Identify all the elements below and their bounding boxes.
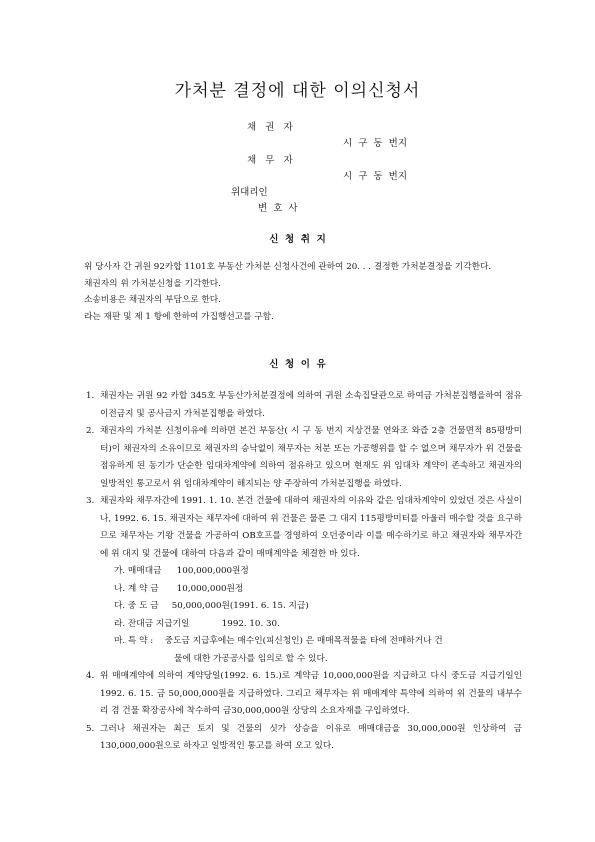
contract-term [114,633,522,668]
reason-item [86,493,522,668]
reason-item [86,668,522,721]
attorney-label: 변 호 사 [258,203,298,214]
term-value: 중도금 지급후에는 매수인(피신청인) 은 매매목적물을 타에 전매하거나 건 [164,636,443,646]
reason-number: 2. [86,426,95,436]
reason-item [86,423,522,493]
reason-number: 4. [86,671,95,681]
reason-text: 채권자의 가처분 신청이유에 의하면 본건 부동산( 시 구 동 번지 지상건물 연와조 와즙 2층 건물면적 85평방미터)이 채권자의 소유이므로 채권자의 승낙없이 채무자는 처분 또는 가공행위를 할 수 없으며 채무자가 위 건물을 점유하게 된 동기가 단순한 임대차계약에 의하여 점유하고 있으며 현재도 위 임대차 계약이 존속하고 채권자의 일방적인 통고로서 위 임대차계약이 해지되는 양 주장하여 가처분집행을 하였다. [100,426,522,489]
debtor-label: 채 무 자 [247,155,293,166]
purpose-line: 라는 재판 및 제 1 항에 한하여 가집행선고를 구함. [84,311,274,322]
reason-text: 그러나 채권자는 최근 토지 및 건물의 싯가 상승을 이유로 매매대금을 30,000,000원 인상하여 금 130,000,000원으로 하자고 일방적인 통고를 하여 오고 있다. [100,723,522,751]
agent-label: 위대리인 [231,187,268,198]
contract-term [114,563,522,581]
creditor-address: 시 구 동 번지 [343,138,408,149]
reason-text: 채권자와 채무자간에 1991. 1. 10. 본건 건물에 대하여 채권자의 이유와 같은 임대차계약이 있었던 것은 사실이나, 1992. 6. 15. 채권자는 채무자에 대하여 위 건물은 물론 그 대지 115평방미터를 아울러 매수할 것을 요구하므로 채무자는 기왕 건물을 가공하여 OB호프를 경영하여 오던중이라 이를 매수하기로 하고 채권자와 채무자간에 위 대지 및 건물에 대하여 다음과 같이 매매계약을 체결한 바 있다. [100,496,522,559]
document-title: 가처분 결정에 대한 이의신청서 [174,81,421,101]
term-continuation: 물에 대한 가공공사를 임의로 할 수 있다. [174,653,328,664]
reason-item [86,721,522,756]
purpose-line: 채권자의 위 가처분신청을 기각한다. [84,278,221,289]
contract-term [114,581,522,599]
term-label: 마. 특 약 : [114,636,154,646]
term-label: 가. 매매대금 [114,566,162,576]
purpose-heading: 신 청 취 지 [269,234,326,245]
term-label: 나. 계 약 금 [114,583,159,594]
purpose-line: 소송비용은 채권자의 부담으로 한다. [84,295,221,305]
reason-text: 채권자는 귀원 92 카합 345호 부동산가처분결정에 의하여 귀원 소속집달관으로 하여금 가처분집행을하여 점유이전금지 및 공사금지 가처분집행을 하였다. [100,391,522,419]
term-value: 1992. 10. 30. [221,618,280,629]
reasons-list [86,388,522,756]
debtor-address: 시 구 동 번지 [343,171,408,182]
term-label: 다. 중 도 금 [114,601,159,611]
reason-text: 위 매매계약에 의하여 계약당일(1992. 6. 15.)로 계약금 10,000,000원을 지급하고 다시 중도금 지급기일인 1992. 6. 15. 금 50,000,000원을 지급하였다. 그리고 채무자는 위 매매계약 특약에 의하여 위 건물의 내부수리 겸 건물 확장공사에 착수하여 금30,000,000원 상당의 소요자재를 구입하였다. [100,671,522,716]
reason-number: 5. [86,723,95,734]
reason-number: 3. [86,496,95,506]
contract-term [114,616,522,634]
reason-number: 1. [86,391,95,401]
term-value: 100,000,000원정 [176,566,249,576]
purpose-line: 위 당사자 간 귀원 92카합 1101호 부동산 가처분 신청사건에 관하여 20. . . 결정한 가처분결정을 기각한다. [84,262,492,272]
creditor-label: 채 권 자 [247,122,293,133]
reason-item [86,388,522,423]
purpose-section [84,259,524,325]
term-label: 라. 잔대금 지급기일 [114,618,190,629]
contract-term [114,598,522,616]
reasons-heading: 신 청 이 유 [269,359,326,370]
contract-terms-list [100,563,522,668]
term-value: 50,000,000원(1991. 6. 15. 지급) [171,601,309,611]
term-value: 10,000,000원정 [176,583,244,594]
